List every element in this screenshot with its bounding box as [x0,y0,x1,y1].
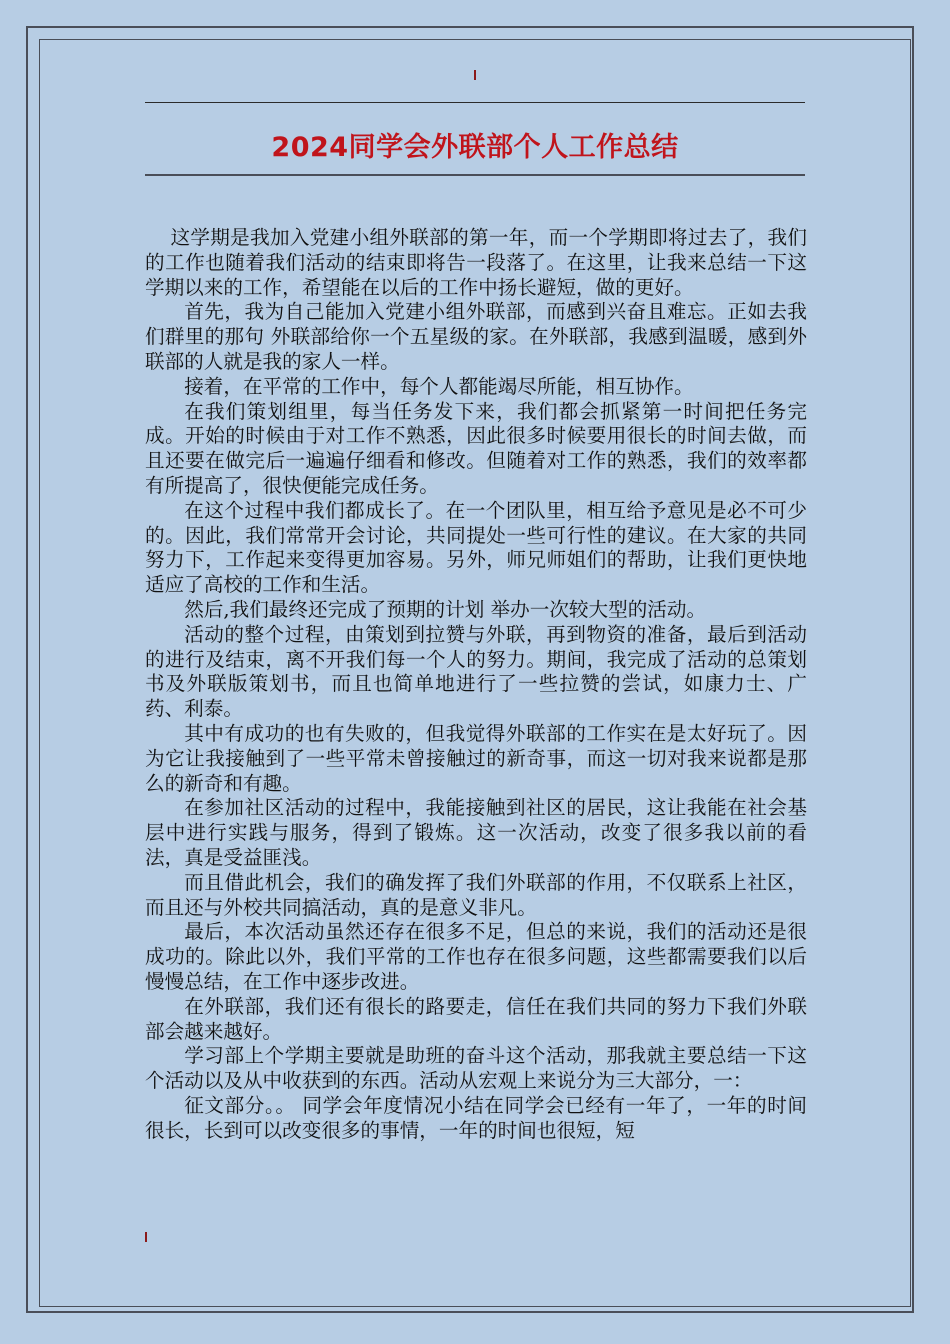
document-body [145,226,807,1143]
footer-mark [145,1232,147,1242]
paragraph: 然后,我们最终还完成了预期的计划 举办一次较大型的活动。 [184,597,707,621]
title-rule [145,174,805,176]
document-title: 2024同学会外联部个人工作总结 [271,132,679,163]
paragraph: 在外联部，我们还有很长的路要走，信任在我们共同的努力下我们外联部会越来越好。 [145,994,807,1043]
paragraph: 其中有成功的也有失败的，但我觉得外联部的工作实在是太好玩了。因为它让我接触到了一些平常未曾接触过的新奇事，而这一切对我来说都是那么的新奇和有趣。 [145,721,807,795]
paragraph: 在我们策划组里，每当任务发下来，我们都会抓紧第一时间把任务完成。开始的时候由于对工作不熟悉，因此很多时候要用很长的时间去做，而且还要在做完后一遍遍仔细看和修改。但随着对工作的熟悉，我们的效率都有所提高了，很快便能完成任务。 [145,399,807,497]
paragraph: 学习部上个学期主要就是助班的奋斗这个活动，那我就主要总结一下这个活动以及从中收获到的东西。活动从宏观上来说分为三大部分，一： [145,1044,807,1093]
header-rule [145,102,805,103]
paragraph: 首先，我为自己能加入党建小组外联部，而感到兴奋且难忘。正如去我们群里的那句 外联部给你一个五星级的家。在外联部，我感到温暖，感到外联部的人就是我的家人一样。 [145,300,807,373]
paragraph: 这学期是我加入党建小组外联部的第一年，而一个学期即将过去了，我们的工作也随着我们活动的结束即将告一段落了。在这里，让我来总结一下这学期以来的工作，希望能在以后的工作中扬长避短，做的更好。 [145,226,807,299]
paragraph: 征文部分。。 同学会年度情况小结在同学会已经有一年了，一年的时间很长，长到可以改变很多的事情，一年的时间也很短，短 [145,1093,807,1142]
paragraph: 而且借此机会，我们的确发挥了我们外联部的作用，不仅联系上社区，而且还与外校共同搞活动，真的是意义非凡。 [145,870,807,919]
paragraph: 在这个过程中我们都成长了。在一个团队里，相互给予意见是必不可少的。因此，我们常常开会讨论，共同提处一些可行性的建议。在大家的共同努力下，工作起来变得更加容易。另外，师兄师姐们的帮助，让我们更快地适应了高校的工作和生活。 [145,498,807,597]
paragraph: 活动的整个过程，由策划到拉赞与外联，再到物资的准备，最后到活动的进行及结束，离不开我们每一个人的努力。期间，我完成了活动的总策划书及外联版策划书，而且也简单地进行了一些拉赞的尝试，如康力士、广药、利泰。 [145,622,807,721]
header-mark [474,70,476,80]
paragraph: 在参加社区活动的过程中，我能接触到社区的居民，这让我能在社会基层中进行实践与服务，得到了锻炼。这一次活动，改变了很多我以前的看法，真是受益匪浅。 [145,796,807,869]
paragraph: 接着，在平常的工作中，每个人都能竭尽所能，相互协作。 [184,374,694,398]
paragraph: 最后，本次活动虽然还存在很多不足，但总的来说，我们的活动还是很成功的。除此以外，我们平常的工作也存在很多问题，这些都需要我们以后慢慢总结，在工作中逐步改进。 [145,920,807,993]
